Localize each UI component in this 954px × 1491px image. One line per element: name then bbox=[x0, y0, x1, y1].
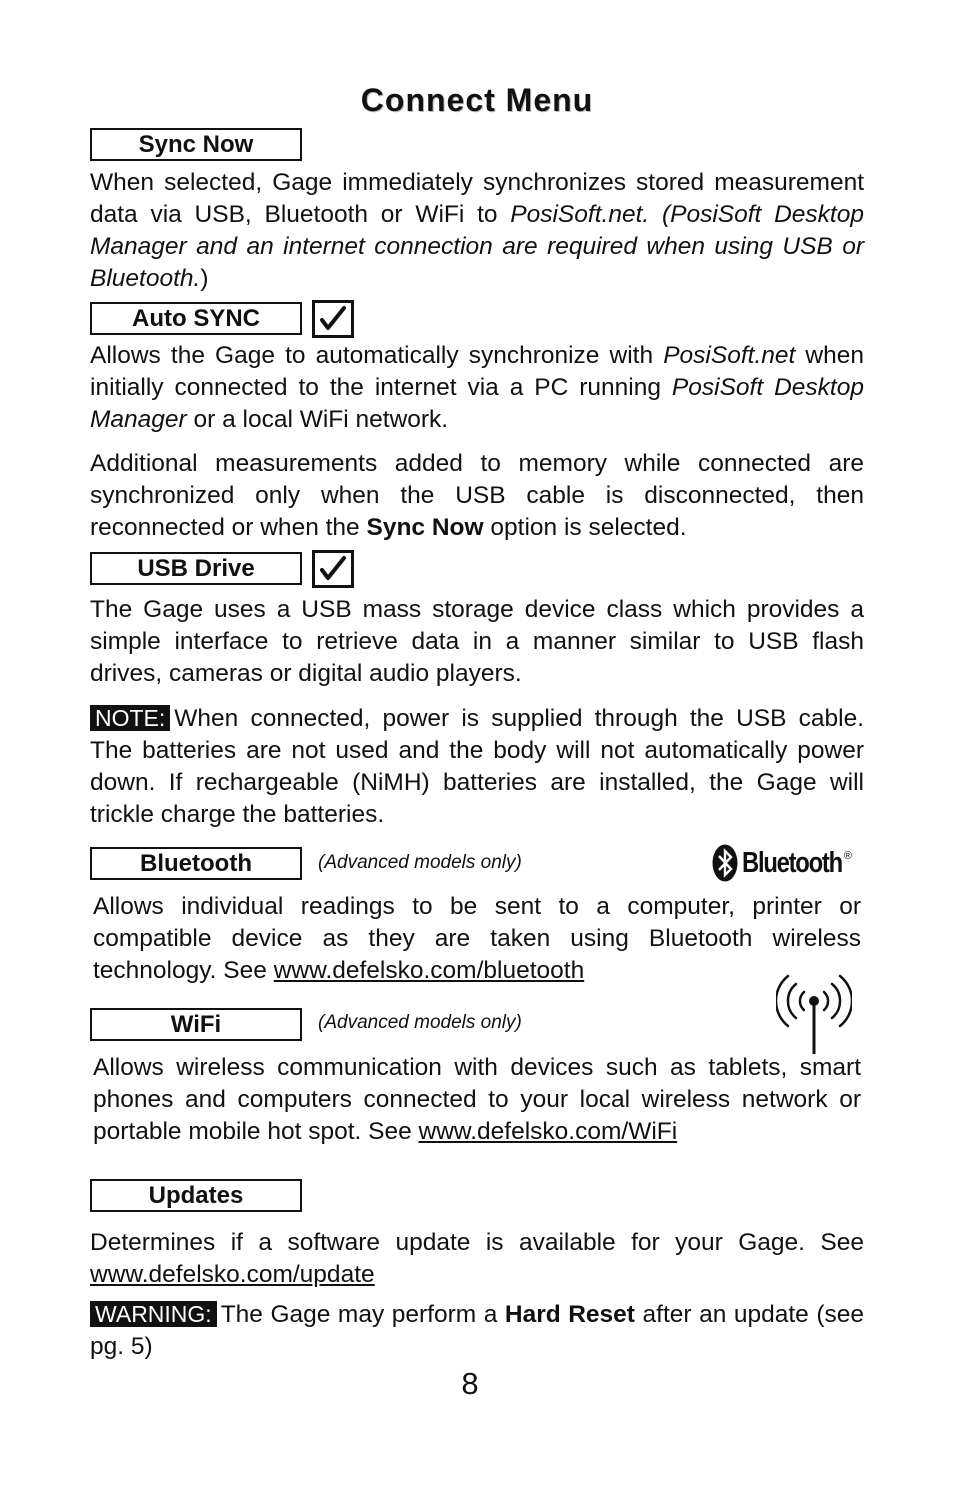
update-link[interactable]: www.defelsko.com/update bbox=[90, 1261, 375, 1288]
wifi-text: Allows wireless communication with devices such as tablets, smart phones and computers connected to your local wireless network or portable mobile hot spot. See bbox=[93, 1054, 861, 1145]
updates-description bbox=[90, 1227, 864, 1291]
auto-sync-p2-b: option is selected. bbox=[483, 514, 687, 541]
usb-drive-header: USB Drive bbox=[90, 552, 302, 585]
wifi-header: WiFi bbox=[90, 1008, 302, 1041]
auto-sync-text-a: Allows the Gage to automatically synchronize with bbox=[90, 342, 664, 369]
warning-text-a: The Gage may perform a bbox=[220, 1301, 505, 1328]
warning-badge: WARNING: bbox=[90, 1301, 217, 1327]
usb-note bbox=[90, 702, 864, 831]
updates-warning bbox=[90, 1298, 864, 1363]
bluetooth-advanced-note: (Advanced models only) bbox=[318, 852, 522, 873]
bluetooth-wordmark: Bluetooth bbox=[742, 846, 842, 879]
bluetooth-icon bbox=[712, 844, 738, 882]
auto-sync-text-b: when initially connected to the internet via a PC running bbox=[90, 342, 864, 401]
usb-drive-checkbox[interactable] bbox=[312, 550, 354, 588]
posisoft-manager-text: PosiSoft Desktop Manager bbox=[90, 374, 864, 433]
sync-now-text-end: ) bbox=[200, 265, 209, 292]
auto-sync-text-c: or a local WiFi network. bbox=[186, 406, 449, 433]
sync-now-header: Sync Now bbox=[90, 128, 302, 161]
note-badge: NOTE: bbox=[90, 705, 170, 731]
updates-header: Updates bbox=[90, 1179, 302, 1212]
bluetooth-link[interactable]: www.defelsko.com/bluetooth bbox=[273, 957, 585, 984]
posisoft-net-text: PosiSoft.net bbox=[663, 342, 796, 369]
sync-now-text: When selected, Gage immediately synchronizes stored measurement data via USB, Bluetooth or WiFi to bbox=[90, 169, 864, 228]
page-number: 8 bbox=[461, 1366, 479, 1401]
wifi-link[interactable]: www.defelsko.com/WiFi bbox=[418, 1118, 678, 1145]
wifi-description bbox=[93, 1052, 861, 1148]
note-text: When connected, power is supplied through the USB cable. The batteries are not used and the body will not automatically power down. If rechargeable (NiMH) batteries are installed, the Gage will trickle charge the batteries. bbox=[90, 705, 864, 828]
wifi-antenna-icon bbox=[776, 970, 852, 1056]
bluetooth-logo bbox=[712, 842, 862, 884]
sync-now-italic-text: PosiSoft.net. (PosiSoft Desktop Manager and an internet connection are required when using USB or Bluetooth. bbox=[90, 201, 864, 292]
auto-sync-checkbox[interactable] bbox=[312, 300, 354, 338]
sync-now-bold: Sync Now bbox=[366, 514, 484, 541]
page-title: Connect Menu bbox=[360, 82, 594, 118]
hard-reset-bold: Hard Reset bbox=[504, 1301, 635, 1328]
usb-drive-description: The Gage uses a USB mass storage device class which provides a simple interface to retrieve data in a manner similar to USB flash drives, cameras or digital audio players. bbox=[90, 596, 864, 687]
auto-sync-additional bbox=[90, 448, 864, 544]
auto-sync-description bbox=[90, 340, 864, 436]
checkmark-icon bbox=[315, 303, 351, 335]
checkmark-icon bbox=[315, 553, 351, 585]
wifi-advanced-note: (Advanced models only) bbox=[318, 1012, 522, 1033]
auto-sync-p2-a: Additional measurements added to memory while connected are synchronized only when the USB cable is disconnected, then reconnected or when the bbox=[90, 450, 864, 541]
updates-text: Determines if a software update is available for your Gage. See bbox=[90, 1229, 864, 1256]
bluetooth-header: Bluetooth bbox=[90, 847, 302, 880]
sync-now-description bbox=[90, 167, 864, 295]
bluetooth-description bbox=[93, 891, 861, 987]
registered-mark: ® bbox=[843, 850, 852, 862]
bluetooth-text: Allows individual readings to be sent to a computer, printer or compatible device as they are taken using Bluetooth wireless technology. See bbox=[93, 893, 861, 984]
auto-sync-header: Auto SYNC bbox=[90, 302, 302, 335]
warning-text-b: after an update (see pg. 5) bbox=[90, 1301, 864, 1360]
